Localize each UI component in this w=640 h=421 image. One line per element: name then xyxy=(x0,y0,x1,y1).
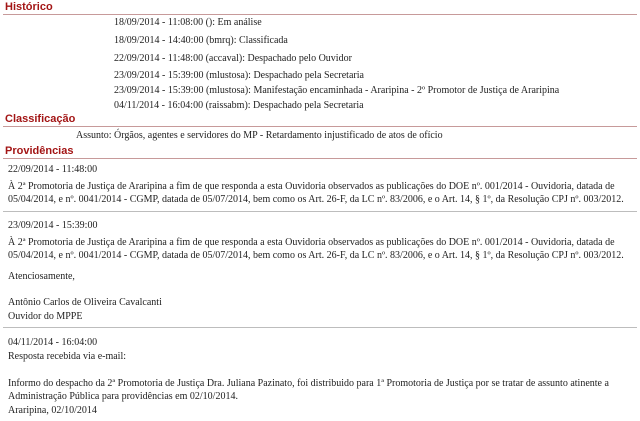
historico-underline xyxy=(3,14,637,15)
assunto-text: Assunto: Órgãos, agentes e servidores do MP - Retardamento injustificado de atos de ofício xyxy=(76,130,443,141)
signature-name: Antônio Carlos de Oliveira Cavalcanti xyxy=(8,297,162,308)
historico-entry: 04/11/2014 - 16:04:00 (raissabm): Despachado pela Secretaria xyxy=(114,100,364,111)
providencia-place-date: Araripina, 02/10/2014 xyxy=(8,405,97,416)
historico-entry: 22/09/2014 - 11:48:00 (accaval): Despachado pelo Ouvidor xyxy=(114,53,352,64)
historico-entry: 23/09/2014 - 15:39:00 (mlustosa): Despachado pela Secretaria xyxy=(114,70,364,81)
signature-role: Ouvidor do MPPE xyxy=(8,311,83,322)
providencia-text: À 2ª Promotoria de Justiça de Araripina a fim de que responda a esta Ouvidoria observados as publicações do DOE nº. 001/2014 - Ouvidoria, datada de 05/04/2014, e nº. 0041/2014 - CGMP, datada de 05/07/2014, bem como os Art. 26-F, da LC nº. 83/2006, e o Art. 14, § 1º, da Resolução CPJ nº. 003/2012. xyxy=(8,181,624,205)
providencia-text: À 2ª Promotoria de Justiça de Araripina a fim de que responda a esta Ouvidoria observados as publicações do DOE nº. 001/2014 - Ouvidoria, datada de 05/04/2014, e nº. 0041/2014 - CGMP, datada de 05/07/2014, bem como os Art. 26-F, da LC nº. 83/2006, e o Art. 14, § 1º, da Resolução CPJ nº. 003/2012. xyxy=(8,237,624,261)
historico-entry: 18/09/2014 - 14:40:00 (bmrq): Classificada xyxy=(114,35,288,46)
providencia-date: 23/09/2014 - 15:39:00 xyxy=(8,220,98,231)
providencia-date: 04/11/2014 - 16:04:00 xyxy=(8,337,98,348)
providencias-heading: Providências xyxy=(5,145,74,157)
historico-heading: Histórico xyxy=(5,1,53,13)
providencia-date: 22/09/2014 - 11:48:00 xyxy=(8,164,98,175)
providencia-intro: Resposta recebida via e-mail: xyxy=(8,351,127,362)
providencia-text: Informo do despacho da 2ª Promotoria de Justiça Dra. Juliana Pazinato, foi distribuido para 1ª Promotoria de Justiça por se tratar de assunto atinente a Administração Pública para providências em 02/10/2014. xyxy=(8,378,609,402)
classificacao-heading: Classificação xyxy=(5,113,76,125)
classificacao-underline xyxy=(3,126,637,127)
providencia-divider xyxy=(3,211,637,212)
providencia-divider xyxy=(3,327,637,328)
historico-entry: 23/09/2014 - 15:39:00 (mlustosa): Manifestação encaminhada - Araripina - 2º Promotor de Justiça de Araripina xyxy=(114,85,560,96)
providencia-closing: Atenciosamente, xyxy=(8,271,75,282)
providencias-underline xyxy=(3,158,637,159)
historico-entry: 18/09/2014 - 11:08:00 (): Em análise xyxy=(114,17,262,28)
